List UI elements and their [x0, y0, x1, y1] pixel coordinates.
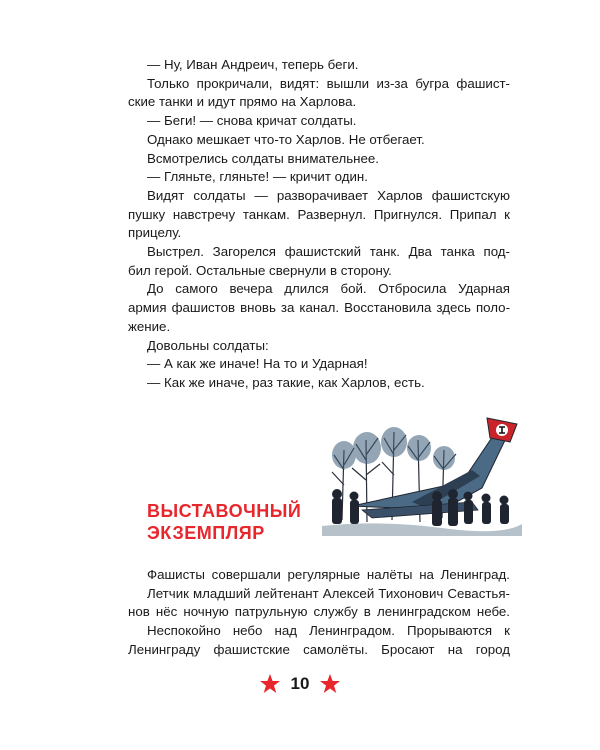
page-footer: [0, 672, 600, 696]
text-line: Неспокойно небо над Ленинградом. Прорываются к: [147, 623, 510, 639]
text-line: армия фашистов вновь за канал. Восстановила здесь поло-: [128, 300, 510, 316]
page-number: 10: [290, 674, 310, 693]
story-text-top: [128, 56, 510, 393]
text-line: Выстрел. Загорелся фашистский танк. Два танка под-: [147, 244, 510, 260]
text-line: нов нёс ночную патрульную службу в ленинградском небе.: [128, 604, 510, 620]
text-line: прицелу.: [128, 225, 182, 241]
text-line: Летчик младший лейтенант Алексей Тихонович Севастья-: [147, 585, 510, 601]
crashed-plane-illustration: [322, 410, 522, 558]
text-line: — Ну, Иван Андреич, теперь беги.: [147, 57, 359, 72]
text-line: До самого вечера длился бой. Отбросила Ударная: [147, 281, 510, 297]
text-line: — А как же иначе! На то и Ударная!: [147, 356, 368, 372]
text-line: Видят солдаты — разворачивает Харлов фашистскую: [147, 187, 510, 203]
text-line: Фашисты совершали регулярные налёты на Ленинград.: [147, 567, 510, 582]
text-line: — Беги! — снова кричат солдаты.: [147, 113, 357, 129]
text-line: Однако мешкает что-то Харлов. Не отбегает.: [147, 131, 425, 147]
text-line: Довольны солдаты:: [147, 337, 269, 353]
text-line: бил герой. Остальные свернули в сторону.: [128, 262, 392, 278]
section-heading-line1: ВЫСТАВОЧНЫЙ: [147, 501, 302, 521]
text-line: жение.: [128, 318, 171, 334]
section-heading: [147, 500, 301, 544]
text-line: — Как же иначе, раз такие, как Харлов, есть.: [147, 374, 425, 390]
text-line: Ленинграду фашистские самолёты. Бросают на город: [128, 641, 510, 657]
text-line: — Гляньте, гляньте! — кричит один.: [147, 169, 368, 185]
text-line: Всмотрелись солдаты внимательнее.: [147, 150, 380, 166]
text-line: пушку навстречу танкам. Развернул. Пригнулся. Припал к: [128, 206, 510, 222]
text-line: ские танки и идут прямо на Харлова.: [128, 94, 357, 110]
text-line: Только прокричали, видят: вышли из-за бугра фашист-: [147, 75, 510, 91]
star-icon: [259, 673, 281, 695]
story-text-bottom: [128, 566, 510, 660]
section-heading-line2: ЭКЗЕМПЛЯР: [147, 523, 265, 543]
star-icon: [319, 673, 341, 695]
